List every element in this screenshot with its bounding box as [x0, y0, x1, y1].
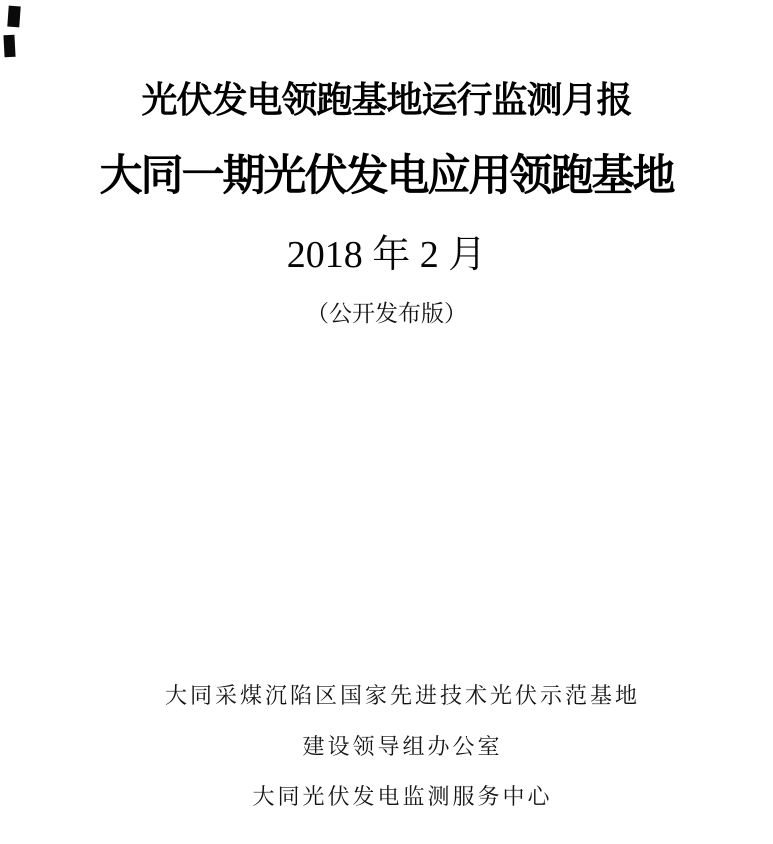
report-period: 2018 年 2 月 [286, 233, 487, 276]
edition-note: （公开发布版） [306, 301, 467, 327]
scan-artifact-top-left-2 [3, 35, 15, 58]
org-line-2: 建设领导组办公室 [302, 733, 503, 759]
report-series-title: 光伏发电领跑基地运行监测月报 [141, 79, 632, 120]
scan-artifact-top-left-1 [7, 6, 20, 28]
org-line-3: 大同光伏发电监测服务中心 [252, 784, 553, 810]
org-line-1: 大同采煤沉陷区国家先进技术光伏示范基地 [164, 683, 640, 708]
issuing-organizations [16, 681, 773, 812]
base-name-title: 大同一期光伏发电应用领跑基地 [99, 152, 674, 201]
